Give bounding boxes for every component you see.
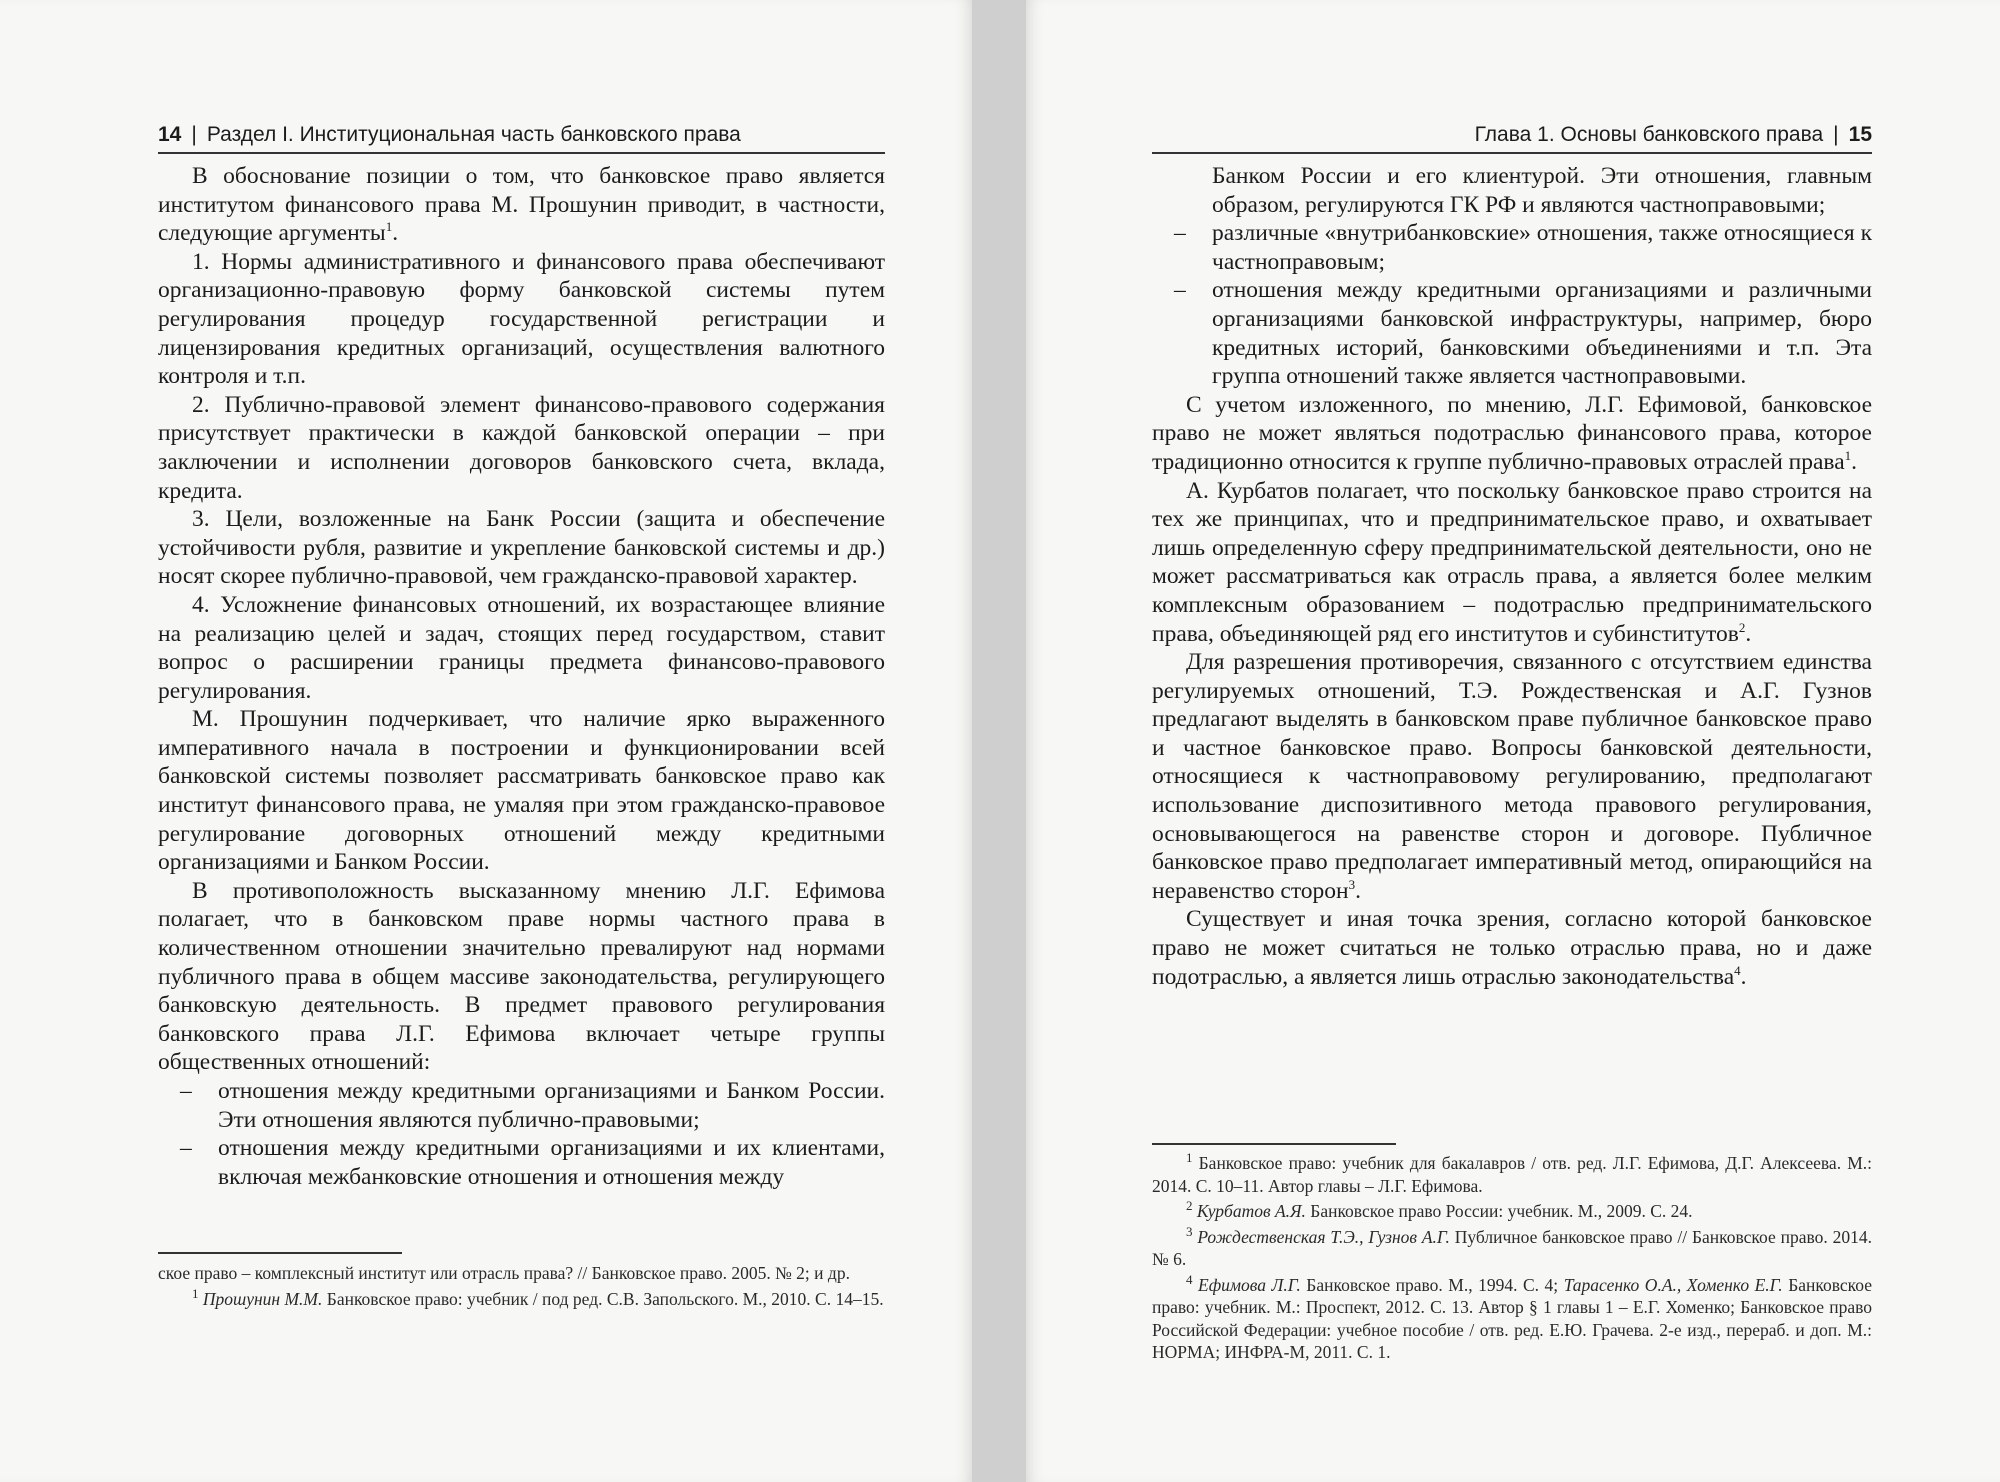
footnote-text: Банковское право: учебник / под ред. С.В. Запольского. М., 2010. С. 14–15. (326, 1288, 884, 1309)
footnote-text: Банковское право: учебник для бакалавров / отв. ред. Л.Г. Ефимова, Д.Г. Алексеева. М.: 2014. С. 10–11. Автор главы – Л.Г. Ефимова. (1152, 1153, 1872, 1196)
right-body-text (1152, 162, 1872, 991)
footnote-author: Тарасенко О.А., Хоменко Е.Г. (1563, 1274, 1783, 1295)
footnote (1152, 1223, 1873, 1271)
right-paragraph: С учетом изложенного, по мнению, Л.Г. Ефимовой, банковское право не может являться подотраслью финансового права, которое традиционно относится к группе публично-правовых отраслей права$^1$. (1152, 391, 1872, 475)
footnote-text: Публичное банковское право // Банковское право. 2014. № 6. (1152, 1226, 1873, 1269)
left-paragraph: В обоснование позиции о том, что банковское право является институтом финансового права М. Прошунин приводит, в частности, следующие аргументы$^1$. (158, 163, 885, 247)
footnote-ref: 4 (1734, 962, 1741, 978)
footnote-author: Ефимова Л.Г. (1198, 1274, 1301, 1295)
right-page-number: 15 (1848, 123, 1872, 146)
left-paragraph: 2. Публично-правовой элемент финансово-правового содержания присутствует практически в каждой банковской операции – при заключении и исполнении договоров банковского счета, вклада, кредита. (158, 391, 885, 504)
list-item: – различные «внутрибанковские» отношения, также относящиеся к частноправовым; (1152, 219, 1872, 276)
right-running-head: Глава 1. Основы банковского права | 15 (1152, 118, 1872, 154)
left-head-title: Раздел I. Институциональная часть банковского права (206, 123, 741, 146)
footnote-mark: 2 (1186, 1198, 1193, 1214)
footnote-author: Прошунин М.М. (202, 1288, 323, 1309)
footnote-continuation: ское право – комплексный институт или отрасль права? // Банковское право. 2005. № 2; и др. (158, 1263, 850, 1283)
left-paragraph: 3. Цели, возложенные на Банк России (защита и обеспечение устойчивости рубля, развитие и укрепление банковской системы и др.) носят скорее публично-правовой, чем гражданско-правовой характер. (158, 506, 885, 590)
footnote-separator (158, 1252, 402, 1254)
right-footnotes (1152, 1152, 1872, 1367)
left-page-number: 14 (158, 123, 182, 146)
footnote-text: Банковское право. М., 1994. С. 4; (1306, 1274, 1559, 1295)
left-paragraph: М. Прошунин подчеркивает, что наличие ярко выраженного императивного начала в построении и функционировании всей банковской системы позволяет рассматривать банковское право как институт финансового права, не умаляя при этом гражданско-правовое регулирование договорных отношений между кредитными организациями и Банком России. (158, 706, 885, 876)
paragraph-text: С учетом изложенного, по мнению, Л.Г. Ефимовой, банковское право не может являться подотраслью финансового права, которое традиционно относится к группе публично-правовых отраслей права (1152, 391, 1872, 475)
footnote-ref: 2 (1738, 619, 1746, 635)
book-gutter (972, 0, 1026, 1482)
left-paragraph: В противоположность высказанному мнению Л.Г. Ефимова полагает, что в банковском праве нормы частного права в количественном отношении значительно превалируют над нормами публичного права в общем массиве законодательства, регулирующего банковскую деятельность. В предмет правового регулирования банковского права Л.Г. Ефимова включает четыре группы общественных отношений: (158, 877, 885, 1076)
right-list (1152, 219, 1872, 391)
left-running-head: 14 | Раздел I. Институциональная часть банковского права (158, 118, 885, 154)
right-head-title: Глава 1. Основы банковского права (1474, 123, 1824, 146)
paragraph-text: Для разрешения противоречия, связанного с отсутствием единства регулируемых отношений, Т.Э. Рождественская и А.Г. Гузнов предлагают выделять в банковском праве публичное банковское право и частное банковское право. Вопросы банковской деятельности, относящиеся к частноправовому регулированию, предполагают использование диспозитивного метода правового регулирования, основывающегося на равенстве сторон и договоре. Публичное банковское право предполагает императивный метод, опирающийся на неравенство сторон (1152, 649, 1872, 904)
footnote-text: Банковское право: учебник. М.: Проспект, 2012. С. 13. Автор § 1 главы 1 – Е.Г. Хоменко; Банковское право Российской Федерации: учебное пособие / отв. ред. Е.Ю. Грачева. 2-е изд., перераб. и доп. М.: НОРМА; ИНФРА-М, 2011. С. 1. (1152, 1274, 1873, 1362)
left-paragraph: 4. Усложнение финансовых отношений, их возрастающее влияние на реализацию целей и задач, стоящих перед государством, ставит вопрос о расширении границы предмета финансово-правового регулирования. (158, 591, 885, 704)
left-page (0, 0, 972, 1482)
footnote-mark: 1 (192, 1285, 199, 1301)
footnote-mark: 1 (1186, 1150, 1193, 1166)
footnote (1152, 1271, 1873, 1364)
footnote (1152, 1200, 1872, 1223)
right-page (1026, 0, 2000, 1482)
list-item: – отношения между кредитными организациями и их клиентами, включая межбанковские отношения и отношения между (158, 1134, 885, 1191)
left-paragraph-text: В обоснование позиции о том, что банковское право является институтом финансового права М. Прошунин приводит, в частности, следующие аргументы (158, 163, 885, 247)
list-item: – отношения между кредитными организациями и различными организациями банковской инфраструктуры, например, бюро кредитных историй, банковскими объединениями и т.п. Эта группа отношений также является частноправовыми. (1152, 276, 1872, 390)
paragraph-text: Существует и иная точка зрения, согласно которой банковское право не может считаться не только отраслью права, но и даже подотраслью, а является лишь отраслью законодательства (1152, 906, 1872, 990)
footnote-author: Рождественская Т.Э., Гузнов А.Г. (1197, 1226, 1450, 1247)
left-paragraph: 1. Нормы административного и финансового права обеспечивают организационно-правовую форму банковской системы путем регулирования процедур государственной регистрации и лицензирования кредитных организаций, осуществления валютного контроля и т.п. (158, 248, 885, 390)
list-item: – отношения между кредитными организациями и Банком России. Эти отношения являются публично-правовыми; (158, 1077, 885, 1134)
right-paragraph: А. Курбатов полагает, что поскольку банковское право строится на тех же принципах, что и предпринимательское право, и охватывает лишь определенную сферу предпринимательской деятельности, оно не может рассматриваться как отрасль права, а является более мелким комплексным образованием – подотраслью предпринимательского права, объединяющей ряд его институтов и субинститутов$^2$. (1152, 477, 1872, 647)
left-body-text (158, 162, 885, 1191)
footnote-mark: 4 (1186, 1271, 1193, 1287)
left-footnotes (158, 1262, 885, 1313)
footnote (158, 1285, 885, 1311)
footnote (1152, 1152, 1872, 1197)
footnote-mark: 3 (1186, 1223, 1193, 1239)
list-continuation: Банком России и его клиентурой. Эти отношения, главным образом, регулируются ГК РФ и являются частноправовыми; (1212, 163, 1872, 218)
right-paragraph: Существует и иная точка зрения, согласно которой банковское право не может считаться не только отраслью права, но и даже подотраслью, а является лишь отраслью законодательства$^4$. (1152, 906, 1872, 990)
footnote-ref: 3 (1348, 877, 1356, 893)
footnote-ref: 1 (385, 219, 393, 235)
footnote-author: Курбатов А.Я. (1196, 1201, 1306, 1221)
right-paragraph: Для разрешения противоречия, связанного с отсутствием единства регулируемых отношений, Т.Э. Рождественская и А.Г. Гузнов предлагают выделять в банковском праве публичное банковское право и частное банковское право. Вопросы банковской деятельности, относящиеся к частноправовому регулированию, предполагают использование диспозитивного метода правового регулирования, основывающегося на равенстве сторон и договоре. Публичное банковское право предполагает императивный метод, опирающийся на неравенство сторон$^3$. (1152, 649, 1872, 904)
footnote-ref: 1 (1844, 448, 1852, 464)
paragraph-text: А. Курбатов полагает, что поскольку банковское право строится на тех же принципах, что и предпринимательское право, и охватывает лишь определенную сферу предпринимательской деятельности, оно не может рассматриваться как отрасль права, а является более мелким комплексным образованием – подотраслью предпринимательского права, объединяющей ряд его институтов и субинститутов (1152, 477, 1872, 647)
left-list (158, 1077, 885, 1191)
footnote-text: Банковское право России: учебник. М., 2009. С. 24. (1310, 1201, 1693, 1221)
footnote-separator (1152, 1143, 1396, 1145)
